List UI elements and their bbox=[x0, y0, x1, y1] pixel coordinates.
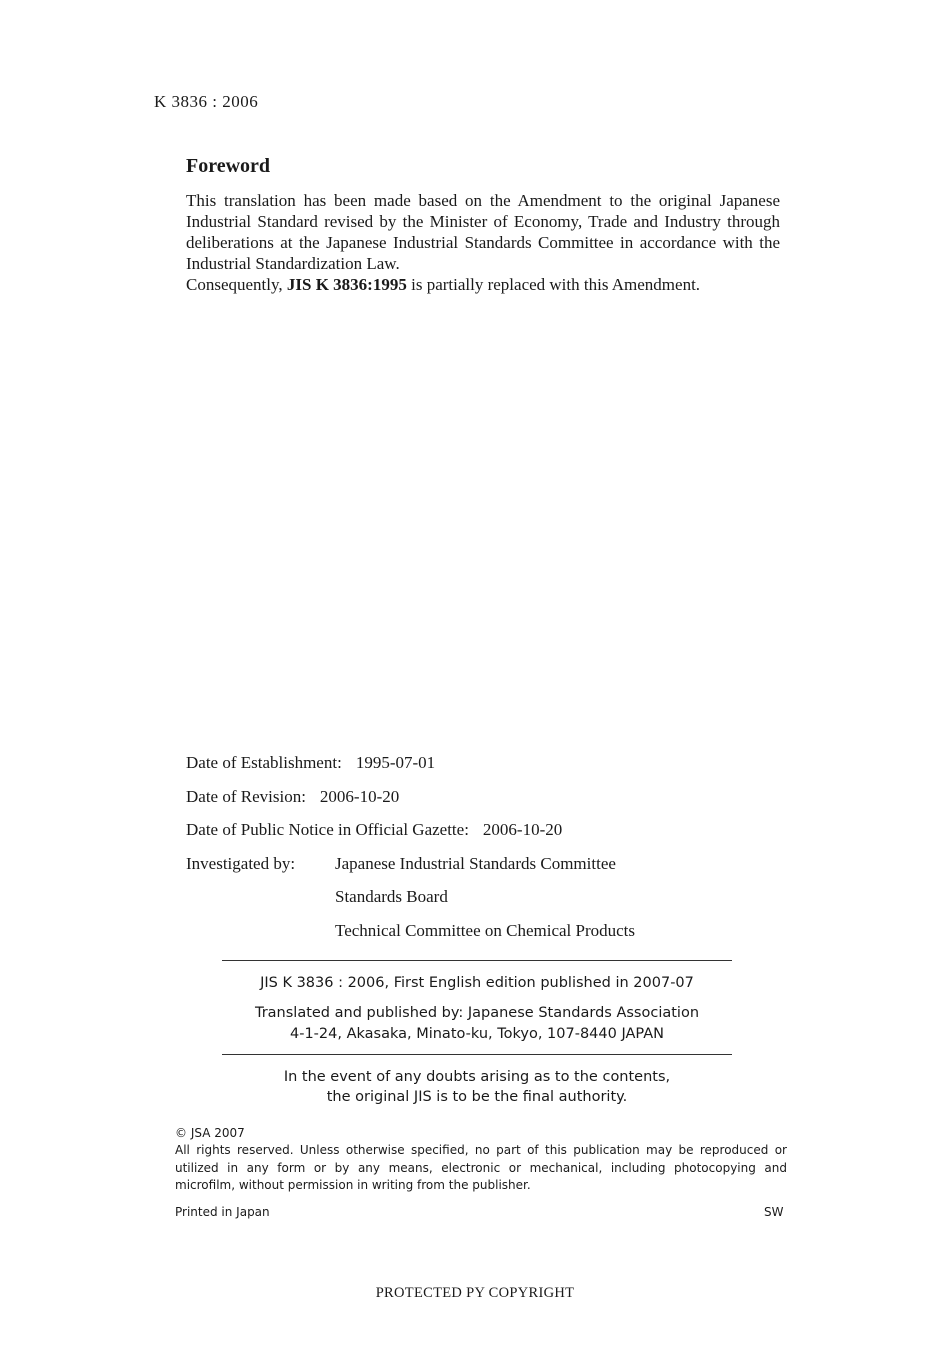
establishment-value: 1995-07-01 bbox=[355, 753, 436, 772]
authority-note-line-1: In the event of any doubts arising as to the contents, bbox=[283, 1069, 671, 1085]
date-of-establishment bbox=[186, 753, 435, 773]
investigated-by-label: Investigated by: bbox=[186, 854, 296, 873]
publisher-line: Translated and published by: Japanese Standards Association bbox=[254, 1005, 700, 1021]
authority-note bbox=[222, 1067, 732, 1107]
copyright-footer: PROTECTED PY COPYRIGHT bbox=[375, 1285, 575, 1301]
printed-in: Printed in Japan bbox=[175, 1205, 270, 1219]
copyright-notice: © JSA 2007 bbox=[175, 1126, 245, 1140]
establishment-label: Date of Establishment: bbox=[186, 753, 342, 772]
foreword-paragraph-1: This translation has been made based on the Amendment to the original Japanese Industrial Standard revised by the Minister of Economy, Trade and Industry through deliberations at the Japanese Industrial Standards Committee in accordance with the Industrial Standardization Law. bbox=[186, 191, 780, 273]
standard-id-header: K 3836 : 2006 bbox=[154, 92, 259, 111]
foreword-title: Foreword bbox=[186, 155, 271, 177]
rights-statement: All rights reserved. Unless otherwise specified, no part of this publication may be reproduced or utilized in any form or by any means, electronic or mechanical, including photocopying and microfilm, without permission in writing from the publisher. bbox=[175, 1143, 787, 1192]
investigator-line: Standards Board bbox=[335, 887, 448, 906]
investigator-line: Japanese Industrial Standards Committee bbox=[335, 854, 616, 873]
edition-line: JIS K 3836 : 2006, First English edition published in 2007-07 bbox=[260, 975, 694, 991]
notice-label: Date of Public Notice in Official Gazette: bbox=[186, 820, 469, 839]
date-of-revision bbox=[186, 787, 399, 807]
date-of-public-notice bbox=[186, 820, 562, 840]
foreword-paragraph-2 bbox=[186, 274, 780, 295]
foreword-para2-prefix: Consequently, bbox=[186, 275, 287, 294]
investigator-line: Technical Committee on Chemical Products bbox=[335, 921, 636, 940]
foreword-body bbox=[186, 190, 780, 295]
revision-value: 2006-10-20 bbox=[319, 787, 400, 806]
superseded-standard-ref: JIS K 3836:1995 bbox=[286, 275, 407, 294]
revision-label: Date of Revision: bbox=[186, 787, 306, 806]
notice-value: 2006-10-20 bbox=[482, 820, 563, 839]
foreword-para2-suffix: is partially replaced with this Amendment. bbox=[406, 275, 701, 294]
printer-code: SW bbox=[764, 1205, 784, 1219]
publisher-address: 4-1-24, Akasaka, Minato-ku, Tokyo, 107-8440 JAPAN bbox=[289, 1026, 664, 1042]
divider bbox=[222, 1054, 732, 1055]
authority-note-line-2: the original JIS is to be the final authority. bbox=[326, 1089, 628, 1105]
divider bbox=[222, 960, 732, 961]
